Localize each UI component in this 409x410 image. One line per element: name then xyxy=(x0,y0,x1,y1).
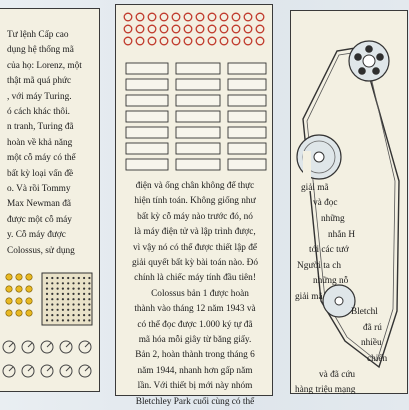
colossus-machine-top-illustration xyxy=(116,5,274,175)
switch-panel xyxy=(176,127,220,138)
right-page-panel xyxy=(290,10,408,394)
dial-icon xyxy=(148,13,156,21)
text-line: dụng hệ thống mã xyxy=(7,45,74,56)
dial-icon xyxy=(136,13,144,21)
indicator-light-icon xyxy=(16,298,22,304)
text-line: thật mã quá phức xyxy=(7,76,72,87)
text-line: Bletchley Park cuối cùng có thể xyxy=(135,396,255,407)
grid-dot xyxy=(51,288,53,290)
dial-icon xyxy=(160,25,168,33)
dial-needle xyxy=(85,367,89,371)
text-line: Max Newman đã xyxy=(7,199,72,210)
dial-icon xyxy=(172,13,180,21)
switch-panel xyxy=(126,95,168,106)
dial-icon xyxy=(220,25,228,33)
text-line: vì vậy nó có thể được thiết lập để xyxy=(132,242,258,253)
grid-dot xyxy=(72,303,74,305)
grid-dot xyxy=(46,298,48,300)
dial-icon xyxy=(256,37,264,45)
text-line: điện và ống chân không để thực xyxy=(135,181,255,191)
text-line: hoàn về khả năng xyxy=(7,137,73,148)
text-line: nhiều xyxy=(361,338,382,348)
indicator-light-icon xyxy=(26,298,32,304)
dial-icon xyxy=(184,25,192,33)
text-line: những xyxy=(321,214,345,224)
text-line: bất kỳ cỗ máy nào trước đó, nó xyxy=(137,211,253,222)
switch-panel xyxy=(176,95,220,106)
grid-dot xyxy=(67,282,69,284)
grid-dot xyxy=(67,319,69,321)
switch-panel xyxy=(228,111,266,122)
grid-dot xyxy=(62,314,64,316)
indicator-light-icon xyxy=(6,298,12,304)
grid-dot xyxy=(83,298,85,300)
grid-dot xyxy=(62,303,64,305)
grid-dot xyxy=(51,298,53,300)
switch-panel xyxy=(126,143,168,154)
text-line: bất kỳ loại vấn đề xyxy=(7,168,74,179)
text-line: Người ta ch xyxy=(297,261,342,271)
dial-icon xyxy=(256,25,264,33)
large-reel-icon xyxy=(349,41,389,81)
dial-icon xyxy=(256,13,264,21)
grid-dot xyxy=(78,293,80,295)
switch-panel xyxy=(126,159,168,170)
switch-panel xyxy=(126,63,168,74)
grid-dot xyxy=(46,303,48,305)
dial-icon xyxy=(172,25,180,33)
text-line: , với máy Turing. xyxy=(7,91,72,102)
middle-page-panel xyxy=(115,4,273,407)
grid-dot xyxy=(51,293,53,295)
grid-dot xyxy=(88,282,90,284)
text-line: những nỗ xyxy=(313,276,349,286)
grid-dot xyxy=(88,298,90,300)
indicator-light-icon xyxy=(26,286,32,292)
grid-dot xyxy=(46,319,48,321)
grid-dot xyxy=(51,319,53,321)
switch-panel xyxy=(228,127,266,138)
grid-dot xyxy=(78,314,80,316)
grid-dot xyxy=(67,298,69,300)
text-line: được một cỗ máy xyxy=(7,214,72,225)
indicator-light-icon xyxy=(26,274,32,280)
dial-icon xyxy=(124,37,132,45)
text-line: hàng triệu mạng xyxy=(295,385,356,395)
indicator-light-icon xyxy=(6,286,12,292)
grid-dot xyxy=(62,293,64,295)
grid-dot xyxy=(78,282,80,284)
dial-icon xyxy=(136,25,144,33)
dial-needle xyxy=(66,367,70,371)
switch-panel xyxy=(126,79,168,90)
dial-needle xyxy=(9,343,13,347)
grid-dot xyxy=(72,277,74,279)
grid-dot xyxy=(72,314,74,316)
grid-dot xyxy=(78,319,80,321)
grid-dot xyxy=(57,319,59,321)
dial-needle xyxy=(28,343,32,347)
switch-panel xyxy=(126,111,168,122)
indicator-light-icon xyxy=(6,274,12,280)
text-line: ó cách khác thôi. xyxy=(7,107,70,118)
grid-dot xyxy=(51,314,53,316)
grid-dot xyxy=(88,314,90,316)
grid-dot xyxy=(46,277,48,279)
text-line: chiến xyxy=(367,354,388,364)
dial-needle xyxy=(47,367,51,371)
text-line: n tranh, Turing đã xyxy=(7,122,74,133)
grid-dot xyxy=(78,277,80,279)
grid-dot xyxy=(67,314,69,316)
left-page-panel xyxy=(0,8,100,392)
grid-dot xyxy=(46,309,48,311)
dial-needle xyxy=(47,343,51,347)
grid-dot xyxy=(46,293,48,295)
switch-panel xyxy=(228,63,266,74)
indicator-light-icon xyxy=(16,286,22,292)
grid-dot xyxy=(88,319,90,321)
text-line: và đọc xyxy=(313,198,338,208)
grid-dot xyxy=(78,309,80,311)
text-line: tới các tướ xyxy=(309,245,349,255)
dial-icon xyxy=(184,13,192,21)
grid-dot xyxy=(83,282,85,284)
dial-icon xyxy=(160,37,168,45)
grid-dot xyxy=(88,277,90,279)
grid-dot xyxy=(88,293,90,295)
text-line: mã hóa mỗi giây từ băng giấy. xyxy=(138,335,252,346)
grid-dot xyxy=(88,288,90,290)
switch-panel xyxy=(228,143,266,154)
dial-icon xyxy=(160,13,168,21)
text-line: Colossus, sử dụng xyxy=(7,245,75,256)
switch-panel xyxy=(176,159,220,170)
dial-icon xyxy=(184,37,192,45)
grid-dot xyxy=(57,288,59,290)
switch-panel xyxy=(176,63,220,74)
grid-dot xyxy=(67,277,69,279)
text-line: có thể đọc được 1.000 ký tự đã xyxy=(137,319,253,330)
grid-dot xyxy=(83,303,85,305)
dial-needle xyxy=(85,343,89,347)
switch-panel xyxy=(176,143,220,154)
dial-icon xyxy=(208,25,216,33)
text-line: là máy điện tử và lập trình được, xyxy=(134,227,256,238)
indicator-light-icon xyxy=(16,274,22,280)
dial-icon xyxy=(124,13,132,21)
text-line: và đã cứu xyxy=(319,370,356,380)
grid-dot xyxy=(83,288,85,290)
dial-icon xyxy=(220,37,228,45)
grid-dot xyxy=(72,293,74,295)
grid-dot xyxy=(67,288,69,290)
grid-dot xyxy=(88,303,90,305)
text-line: hiện tính toán. Không giống như xyxy=(134,196,256,207)
dial-icon xyxy=(208,13,216,21)
switch-panel xyxy=(228,159,266,170)
dial-needle xyxy=(9,367,13,371)
grid-dot xyxy=(62,309,64,311)
dial-needle xyxy=(66,343,70,347)
dial-icon xyxy=(148,25,156,33)
grid-dot xyxy=(72,288,74,290)
grid-dot xyxy=(72,319,74,321)
grid-dot xyxy=(72,282,74,284)
dial-icon xyxy=(196,13,204,21)
grid-dot xyxy=(57,277,59,279)
text-line: Colossus bản 1 được hoàn xyxy=(151,288,249,299)
grid-dot xyxy=(78,298,80,300)
grid-dot xyxy=(62,319,64,321)
grid-dot xyxy=(46,288,48,290)
indicator-light-icon xyxy=(6,310,12,316)
grid-dot xyxy=(46,314,48,316)
grid-dot xyxy=(57,309,59,311)
text-line: giải mã xyxy=(295,292,323,302)
grid-dot xyxy=(72,298,74,300)
dial-icon xyxy=(148,37,156,45)
grid-dot xyxy=(51,282,53,284)
text-line: Tư lệnh Cấp cao xyxy=(7,30,69,40)
dial-icon xyxy=(232,37,240,45)
grid-dot xyxy=(67,293,69,295)
switch-panel xyxy=(176,79,220,90)
grid-dot xyxy=(57,293,59,295)
grid-dot xyxy=(72,309,74,311)
text-line: o. Và rồi Tommy xyxy=(7,184,71,195)
text-line: đã rú xyxy=(363,323,382,333)
text-line: y. Cỗ máy được xyxy=(7,230,66,241)
switch-panel xyxy=(176,111,220,122)
grid-dot xyxy=(57,282,59,284)
text-line: của họ: Lorenz, một xyxy=(7,60,82,71)
tape-reel-illustration xyxy=(291,11,409,395)
text-line: thành vào tháng 12 năm 1943 và xyxy=(134,304,256,315)
dial-icon xyxy=(244,37,252,45)
colossus-machine-left-illustration xyxy=(0,255,101,395)
grid-dot xyxy=(51,309,53,311)
dial-icon xyxy=(220,13,228,21)
grid-dot xyxy=(88,309,90,311)
switch-panel xyxy=(126,127,168,138)
dial-icon xyxy=(232,13,240,21)
grid-dot xyxy=(78,288,80,290)
dial-icon xyxy=(124,25,132,33)
dial-icon xyxy=(208,37,216,45)
dial-icon xyxy=(196,37,204,45)
dial-icon xyxy=(232,25,240,33)
grid-dot xyxy=(83,314,85,316)
text-line: lần. Với thiết bị mới này nhóm xyxy=(137,381,253,392)
dial-icon xyxy=(196,25,204,33)
indicator-light-icon xyxy=(26,310,32,316)
left-panel-text xyxy=(7,28,82,259)
grid-dot xyxy=(51,303,53,305)
text-line: giải quyết bất kỳ bài toán nào. Đó xyxy=(132,258,258,269)
indicator-light-icon xyxy=(16,310,22,316)
text-line: chính là chiếc máy tính đầu tiên! xyxy=(134,273,256,284)
grid-dot xyxy=(83,319,85,321)
switch-panel xyxy=(228,79,266,90)
switch-panel xyxy=(228,95,266,106)
grid-dot xyxy=(62,298,64,300)
grid-dot xyxy=(46,282,48,284)
grid-dot xyxy=(62,288,64,290)
text-line: Bletchl xyxy=(351,307,378,317)
grid-dot xyxy=(83,277,85,279)
grid-dot xyxy=(62,282,64,284)
grid-dot xyxy=(67,309,69,311)
middle-panel-text xyxy=(122,179,268,410)
grid-dot xyxy=(83,309,85,311)
dial-icon xyxy=(136,37,144,45)
dial-icon xyxy=(172,37,180,45)
grid-dot xyxy=(51,277,53,279)
grid-dot xyxy=(57,314,59,316)
dial-needle xyxy=(28,367,32,371)
grid-dot xyxy=(62,277,64,279)
text-line: một cỗ máy có thể xyxy=(7,153,76,164)
grid-dot xyxy=(78,303,80,305)
text-line: Bản 2, hoàn thành trong tháng 6 xyxy=(135,350,255,361)
grid-dot xyxy=(83,293,85,295)
dial-icon xyxy=(244,13,252,21)
grid-dot xyxy=(57,298,59,300)
text-line: nhắn H xyxy=(328,230,356,240)
dial-icon xyxy=(244,25,252,33)
grid-dot xyxy=(67,303,69,305)
grid-dot xyxy=(57,303,59,305)
text-line: năm 1944, nhanh hơn gấp năm xyxy=(137,365,253,376)
text-line: giải mã xyxy=(301,183,329,193)
